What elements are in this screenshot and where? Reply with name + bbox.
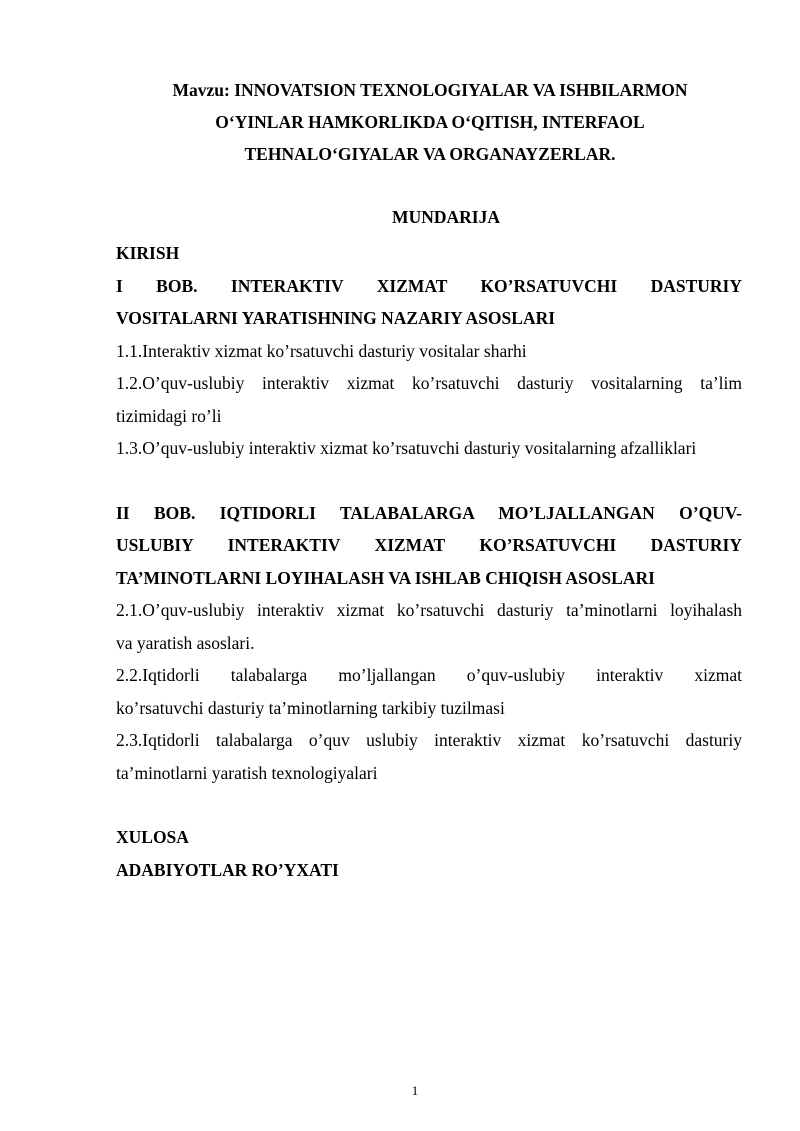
toc-chapter1-line2: VOSITALARNI YARATISHNING NAZARIY ASOSLARI [116, 308, 556, 328]
toc-chapter1-line1: I BOB. INTERAKTIV XIZMAT KO’RSATUVCHI DASTURIY [116, 275, 742, 296]
topic-heading [116, 74, 744, 170]
toc-section-2-1-line1: 2.1.O’quv-uslubiy interaktiv xizmat ko’rsatuvchi dasturiy ta’minotlarni loyihalash [116, 600, 742, 620]
topic-line-3: TEHNALO‘GIYALAR VA ORGANAYZERLAR. [244, 144, 616, 164]
topic-line-1: Mavzu: INNOVATSION TEXNOLOGIYALAR VA ISHBILARMON [172, 80, 688, 100]
toc-title: MUNDARIJA [392, 207, 500, 227]
toc-section-1-2-line2: tizimidagi ro’li [116, 405, 222, 426]
toc-section-2-3-line1: 2.3.Iqtidorli talabalarga o’quv uslubiy interaktiv xizmat ko’rsatuvchi dasturiy [116, 730, 742, 750]
topic-line-2: O‘YINLAR HAMKORLIKDA O‘QITISH, INTERFAOL [215, 112, 645, 132]
toc-chapter2-line3: TA’MINOTLARNI LOYIHALASH VA ISHLAB CHIQISH ASOSLARI [116, 567, 655, 588]
toc-chapter2-line1: II BOB. IQTIDORLI TALABALARGA MO’LJALLANGAN O’QUV- [116, 502, 742, 523]
toc-intro: KIRISH [116, 243, 180, 263]
spacer [116, 789, 742, 821]
toc-chapter2-line2: USLUBIY INTERAKTIV XIZMAT KO’RSATUVCHI DASTURIY [116, 535, 742, 555]
toc-conclusion: XULOSA [116, 827, 189, 847]
spacer [116, 465, 742, 497]
toc-section-2-3-line2: ta’minotlarni yaratish texnologiyalari [116, 762, 378, 783]
toc-section-1-1: 1.1.Interaktiv xizmat ko’rsatuvchi dasturiy vositalar sharhi [116, 340, 527, 361]
table-of-contents [116, 237, 742, 886]
toc-section-2-2-line1: 2.2.Iqtidorli talabalarga mo’ljallangan o’quv-uslubiy interaktiv xizmat [116, 665, 742, 685]
page-number: 1 [411, 1083, 419, 1098]
toc-references: ADABIYOTLAR RO’YXATI [116, 859, 339, 880]
toc-section-2-1-line2: va yaratish asoslari. [116, 632, 255, 653]
toc-section-1-3: 1.3.O’quv-uslubiy interaktiv xizmat ko’rsatuvchi dasturiy vositalarning afzalliklari [116, 438, 697, 458]
toc-section-2-2-line2: ko’rsatuvchi dasturiy ta’minotlarning tarkibiy tuzilmasi [116, 697, 505, 718]
toc-section-1-2-line1: 1.2.O’quv-uslubiy interaktiv xizmat ko’rsatuvchi dasturiy vositalarning ta’lim [116, 373, 742, 393]
